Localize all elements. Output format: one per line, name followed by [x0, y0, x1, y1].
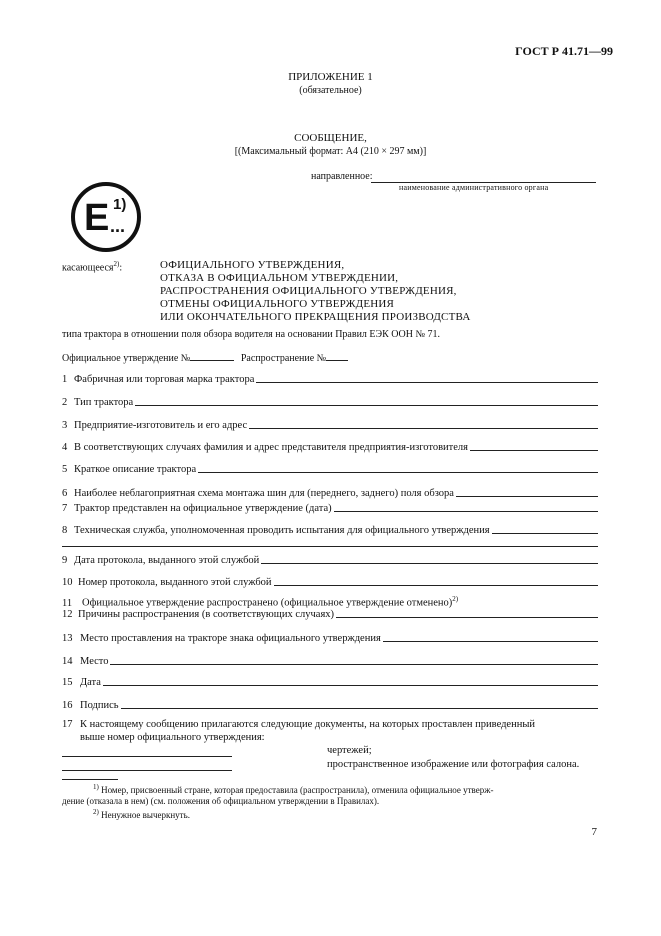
form-item-8: 8 Техническая служба, уполномоченная проводить испытания для официального утверждения: [62, 522, 598, 536]
form-item-13-field[interactable]: [383, 641, 598, 642]
form-item-2: 2 Тип трактора: [62, 394, 598, 408]
form-item-15-field[interactable]: [103, 685, 598, 686]
extension-number-field[interactable]: [326, 350, 348, 361]
page-number: 7: [591, 826, 597, 838]
concerning-item: ОФИЦИАЛЬНОГО УТВЕРЖДЕНИЯ,: [160, 259, 345, 271]
form-item-7-field[interactable]: [334, 511, 598, 512]
message-title: СООБЩЕНИЕ,: [294, 132, 367, 144]
form-item-2-field[interactable]: [135, 405, 598, 406]
form-item-10-field[interactable]: [274, 585, 598, 586]
form-item-9-field[interactable]: [261, 563, 598, 564]
form-item-5-field[interactable]: [198, 472, 598, 473]
form-item-3: 3 Предприятие-изготовитель и его адрес: [62, 417, 598, 431]
form-item-7: 7 Трактор представлен на официальное утверждение (дата): [62, 500, 598, 514]
form-item-14: 14 Место: [62, 653, 598, 667]
form-item-11: 11 Официальное утверждение распространено (официальное утверждение отменено)$^{2)}$: [62, 595, 459, 609]
footnote-1-line2: дение (отказала в нем) (см. положения об официальном утверждении в Правилах).: [62, 796, 380, 806]
form-item-5: 5 Краткое описание трактора: [62, 461, 598, 475]
form-item-12: 12 Причины распространения (в соответствующих случаях): [62, 606, 598, 620]
addressed-caption: наименование административного органа: [399, 183, 549, 192]
form-item-8-field[interactable]: [492, 533, 598, 534]
attachment-photo-count-field[interactable]: [62, 770, 232, 771]
form-item-8-continuation-line[interactable]: [62, 546, 598, 547]
emark-dots: ...: [110, 216, 126, 236]
form-item-17: 17 К настоящему сообщению прилагаются следующие документы, на которых проставлен приведенный: [62, 719, 536, 730]
concerning-item: ИЛИ ОКОНЧАТЕЛЬНОГО ПРЕКРАЩЕНИЯ ПРОИЗВОДСТВА: [160, 311, 471, 323]
form-item-17-line2: выше номер официального утверждения:: [80, 732, 265, 743]
emark-letter: E: [84, 197, 110, 239]
footnote-1: $^{1)}$ Номер, присвоенный стране, которая предоставила (распространила), отменила официальное утверж-: [93, 783, 494, 795]
attachment-photo-label: пространственное изображение или фотография салона.: [327, 759, 580, 770]
attachment-drawings-count-field[interactable]: [62, 756, 232, 757]
approval-number-row: [62, 350, 348, 364]
form-item-16-field[interactable]: [121, 708, 598, 709]
extension-number-label: Распространение №: [240, 353, 327, 364]
concerning-label: касающееся$^{2)}$:: [62, 260, 123, 274]
concerning-list: [160, 259, 471, 324]
form-item-1-field[interactable]: [256, 382, 598, 383]
form-item-4: 4 В соответствующих случаях фамилия и адрес представителя предприятия-изготовителя: [62, 439, 598, 453]
subject-text: типа трактора в отношении поля обзора водителя на основании Правил ЕЭК ООН № 71.: [62, 329, 441, 340]
message-format: [(Максимальный формат: А4 (210 × 297 мм)]: [234, 146, 427, 157]
addressed-label: направленное:: [311, 171, 373, 182]
approval-mark-e-icon: [70, 181, 142, 253]
form-item-9: 9 Дата протокола, выданного этой службой: [62, 552, 598, 566]
form-item-15: 15 Дата: [62, 674, 598, 688]
form-item-4-field[interactable]: [470, 450, 598, 451]
form-item-3-field[interactable]: [249, 428, 598, 429]
annex-title: ПРИЛОЖЕНИЕ 1: [288, 71, 373, 83]
form-item-12-field[interactable]: [336, 617, 598, 618]
form-item-10: 10 Номер протокола, выданного этой службой: [62, 574, 598, 588]
attachment-drawings-label: чертежей;: [327, 745, 372, 756]
form-item-6-field[interactable]: [456, 496, 598, 497]
approval-number-field[interactable]: [190, 350, 234, 361]
form-item-14-field[interactable]: [110, 664, 598, 665]
footnote-separator: [62, 779, 118, 780]
form-item-16: 16 Подпись: [62, 697, 598, 711]
approval-number-label: Официальное утверждение №: [62, 353, 191, 364]
emark-superscript: 1): [113, 196, 127, 213]
concerning-item: РАСПРОСТРАНЕНИЯ ОФИЦИАЛЬНОГО УТВЕРЖДЕНИЯ,: [160, 285, 457, 297]
form-item-6: 6 Наиболее неблагоприятная схема монтажа шин для (переднего, заднего) поля обзора: [62, 485, 598, 499]
document-standard-code: ГОСТ Р 41.71—99: [515, 44, 613, 58]
footnote-2: $^{2)}$ Ненужное вычеркнуть.: [93, 808, 190, 820]
concerning-item: ОТМЕНЫ ОФИЦИАЛЬНОГО УТВЕРЖДЕНИЯ: [160, 298, 395, 310]
form-item-13: 13 Место проставления на тракторе знака официального утверждения: [62, 630, 598, 644]
form-item-1: 1 Фабричная или торговая марка трактора: [62, 371, 598, 385]
concerning-item: ОТКАЗА В ОФИЦИАЛЬНОМ УТВЕРЖДЕНИИ,: [160, 272, 399, 284]
annex-status: (обязательное): [299, 85, 362, 96]
